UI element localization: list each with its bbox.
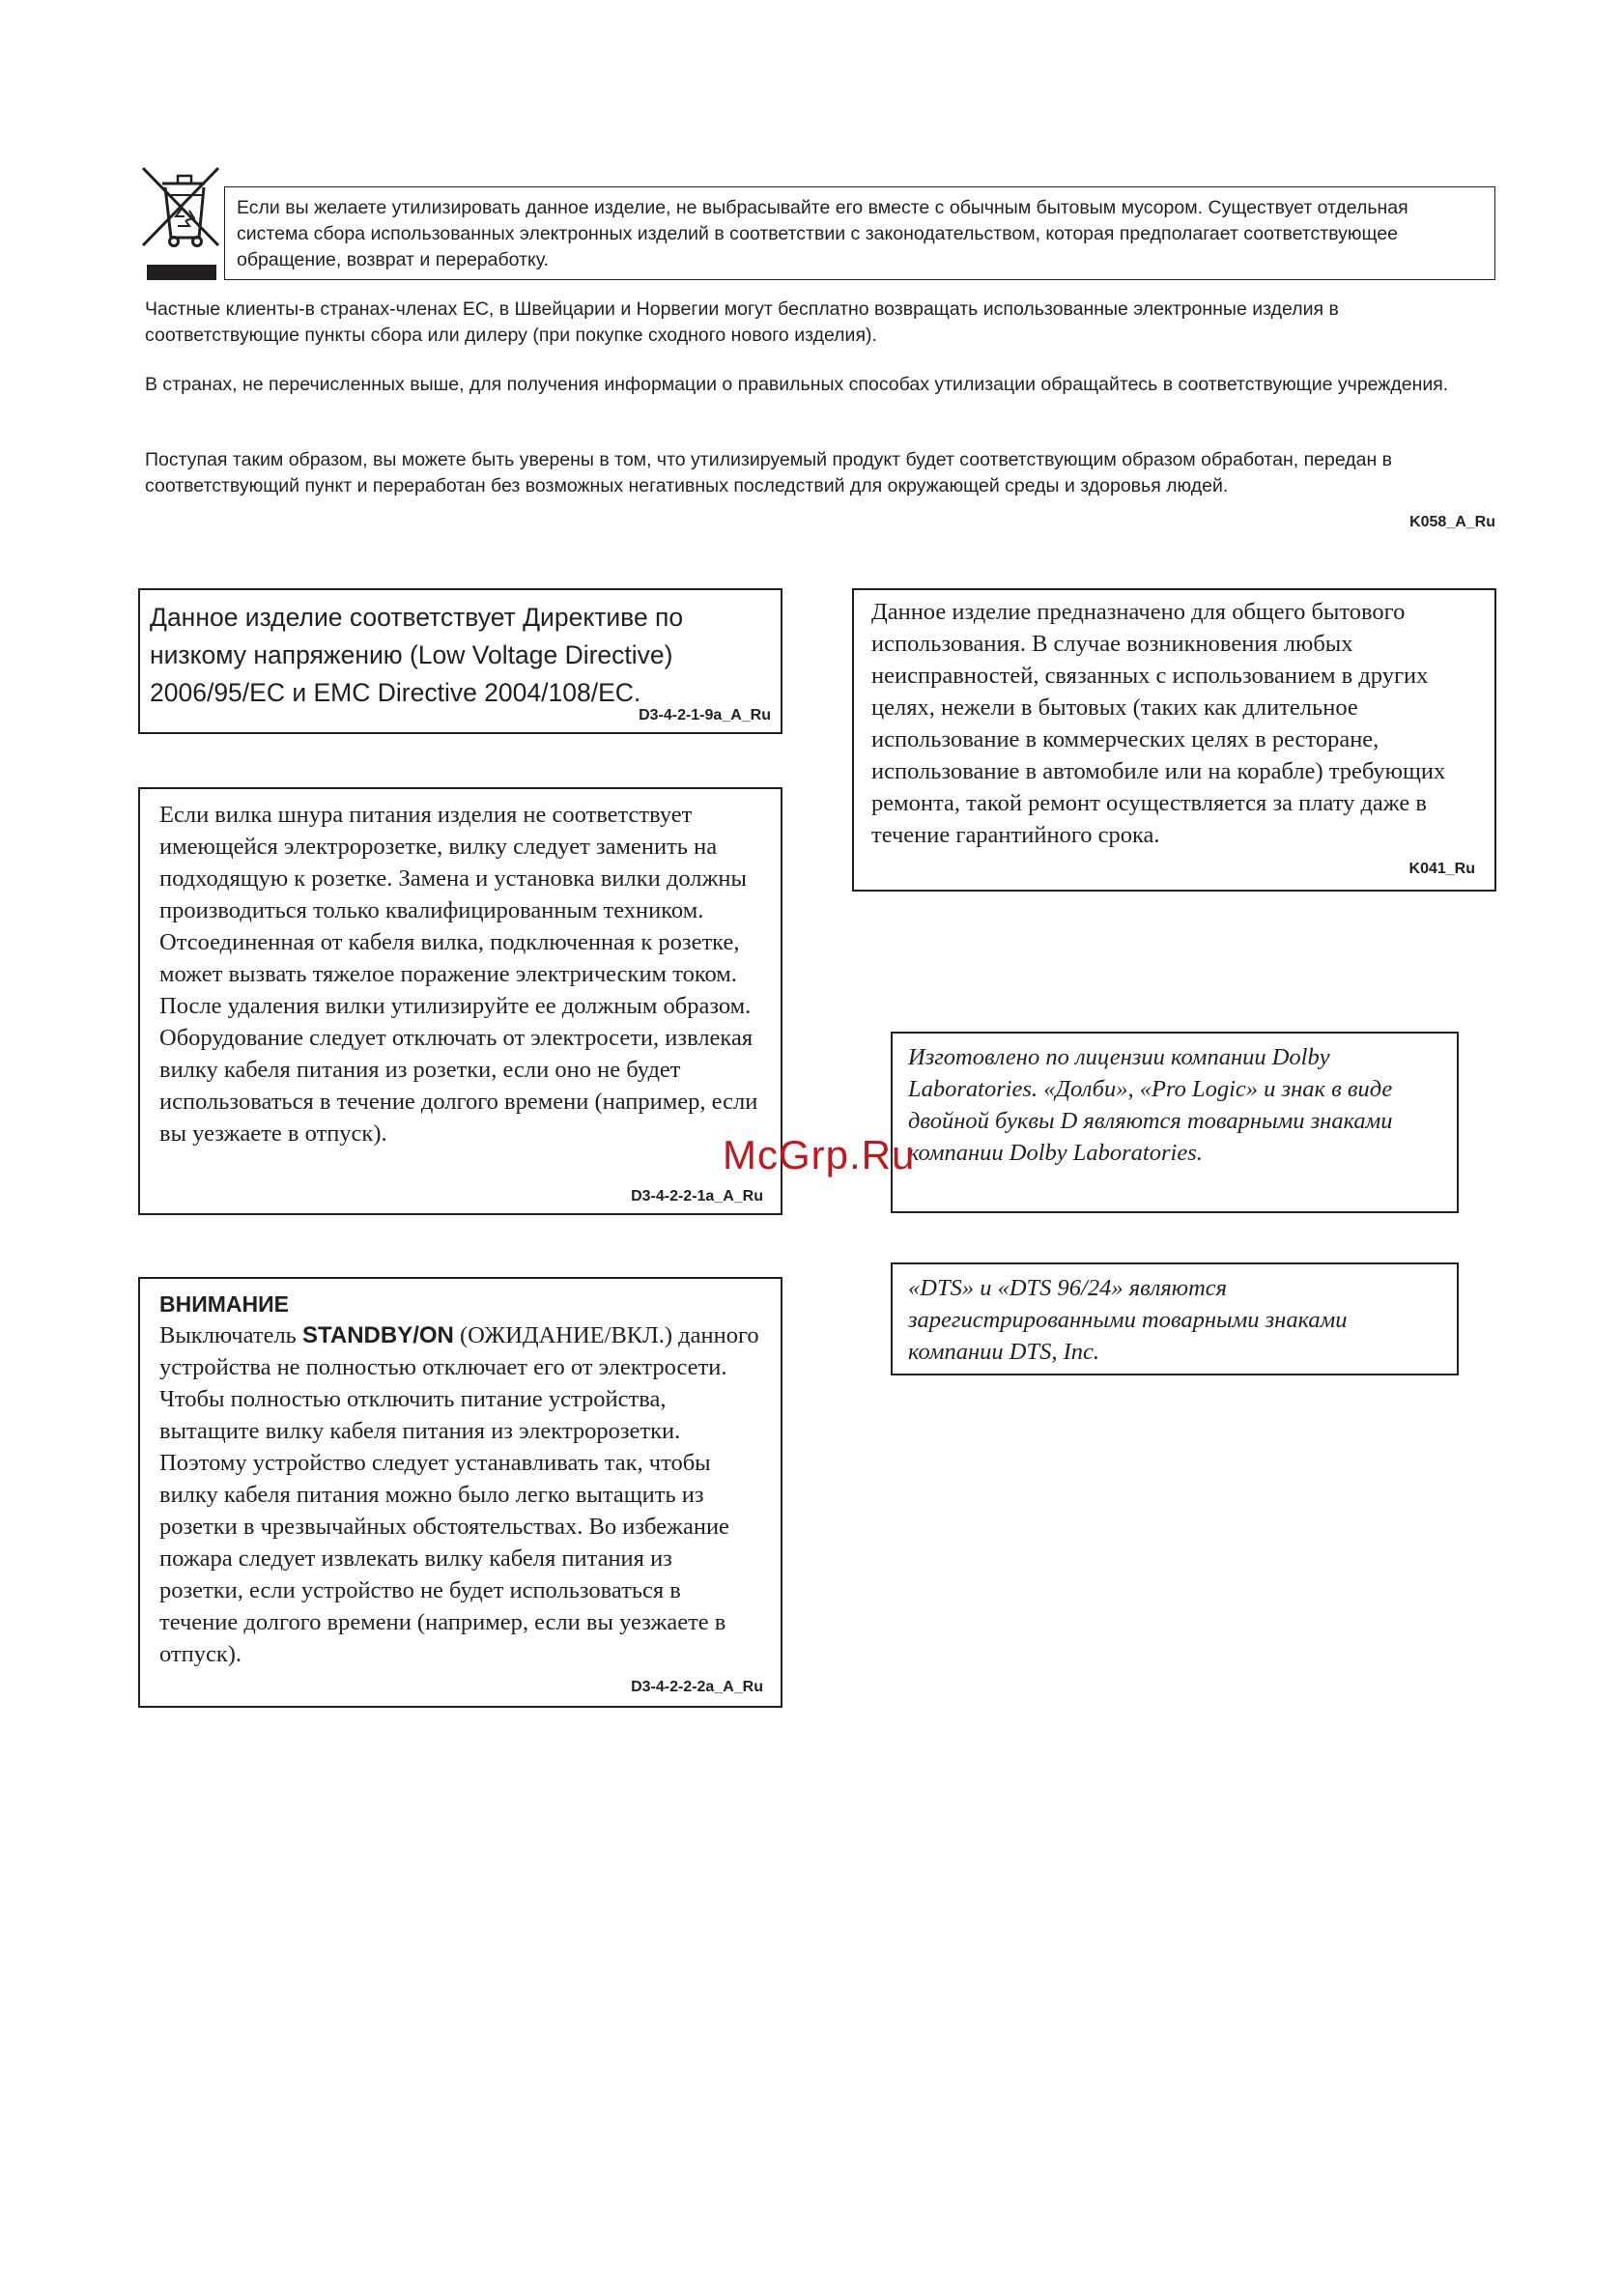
household-use-box: [852, 588, 1496, 892]
household-text: Данное изделие предназначено для общего бытового использования. В случае возникновения любых неисправностей, связанных с использованием в других целях, нежели в бытовых (таких как длительное использование в коммерческих целях в ресторане, использование в автомобиле или на корабле) требующих ремонта, такой ремонт осуществляется за плату даже в течение гарантийного срока.: [871, 599, 1446, 848]
plug-text: Если вилка шнура питания изделия не соответствует имеющейся электророзетке, вилку следует заменить на подходящую к розетке. Замена и установка вилки должны производиться только квалифицированным техником. Отсоединенная от кабеля вилка, подключенная к розетке, может вызвать тяжелое поражение электрическим током. После удаления вилки утилизируйте ее должным образом. Оборудование следует отключать от электросети, извлекая вилку кабеля питания из розетки, если оно не будет использоваться в течение долгого времени (например, если вы уезжаете в отпуск).: [159, 802, 758, 1147]
household-doc-code: K041_Ru: [1408, 861, 1475, 877]
recycling-notice-box: [224, 186, 1495, 280]
weee-doc-code: K058_A_Ru: [1409, 514, 1495, 530]
power-plug-box: [138, 787, 782, 1215]
dolby-text: Изготовлено по лицензии компании Dolby Laboratories. «Долби», «Pro Logic» и знак в виде двойной буквы D являются товарными знаками компании Dolby Laboratories.: [908, 1044, 1393, 1166]
recycling-notice-text: Если вы желаете утилизировать данное изделие, не выбрасывайте его вместе с обычным бытовым мусором. Существует отдельная система сбора использованных электронных изделий в соответствии с законодательством, которая предполагает соответствующее обращение, возврат и переработку.: [237, 197, 1408, 270]
dolby-trademark-box: [891, 1032, 1459, 1213]
warning-text: (ОЖИДАНИЕ/ВКЛ.) данного устройства не полностью отключает его от электросети. Чтобы полностью отключить питание устройства, вытащите вилку кабеля питания из электророзетки. Поэтому устройство следует устанавливать так, чтобы вилку кабеля питания можно было легко вытащить из розетки в чрезвычайных обстоятельствах. Во избежание пожара следует извлекать вилку кабеля питания из розетки, если устройство не будет использоваться в течение долгого времени (например, если вы уезжаете в отпуск).: [159, 1322, 759, 1667]
dts-text: «DTS» и «DTS 96/24» являются зарегистрированными товарными знаками компании DTS, Inc.: [908, 1275, 1348, 1365]
warning-doc-code: D3-4-2-2-2a_A_Ru: [631, 1679, 763, 1695]
low-voltage-directive-box: [138, 588, 782, 734]
lvd-doc-code: D3-4-2-1-9a_A_Ru: [639, 707, 771, 723]
eu-return-paragraph: Частные клиенты-в странах-членах ЕС, в Швейцарии и Норвегии могут бесплатно возвращать использованные электронные изделия в соответствующие пункты сбора или дилеру (при покупке сходного нового изделия).: [145, 298, 1339, 346]
plug-doc-code: D3-4-2-2-1a_A_Ru: [631, 1188, 763, 1205]
safe-processing-paragraph: Поступая таким образом, вы можете быть уверены в том, что утилизируемый продукт будет соответствующим образом обработан, передан в соответствующий пункт и переработан без возможных негативных последствий для окружающей среды и здоровья людей.: [145, 449, 1393, 496]
standby-switch-label: STANDBY/ON: [301, 1322, 454, 1348]
standby-warning-box: [138, 1277, 782, 1708]
warning-prefix: Выключатель: [159, 1322, 302, 1348]
watermark-text: McGrp.Ru: [723, 1132, 916, 1177]
dts-trademark-box: [891, 1262, 1459, 1375]
crossed-out-wheelie-bin-icon: [139, 164, 222, 284]
lvd-text: Данное изделие соответствует Директиве по низкому напряжению (Low Voltage Directive) 2006/95/EC и EMC Directive 2004/108/EC.: [150, 603, 684, 707]
warning-title: ВНИМАНИЕ: [159, 1291, 290, 1317]
other-countries-paragraph: В странах, не перечисленных выше, для получения информации о правильных способах утилизации обращайтесь в соответствующие учреждения.: [145, 374, 1449, 395]
